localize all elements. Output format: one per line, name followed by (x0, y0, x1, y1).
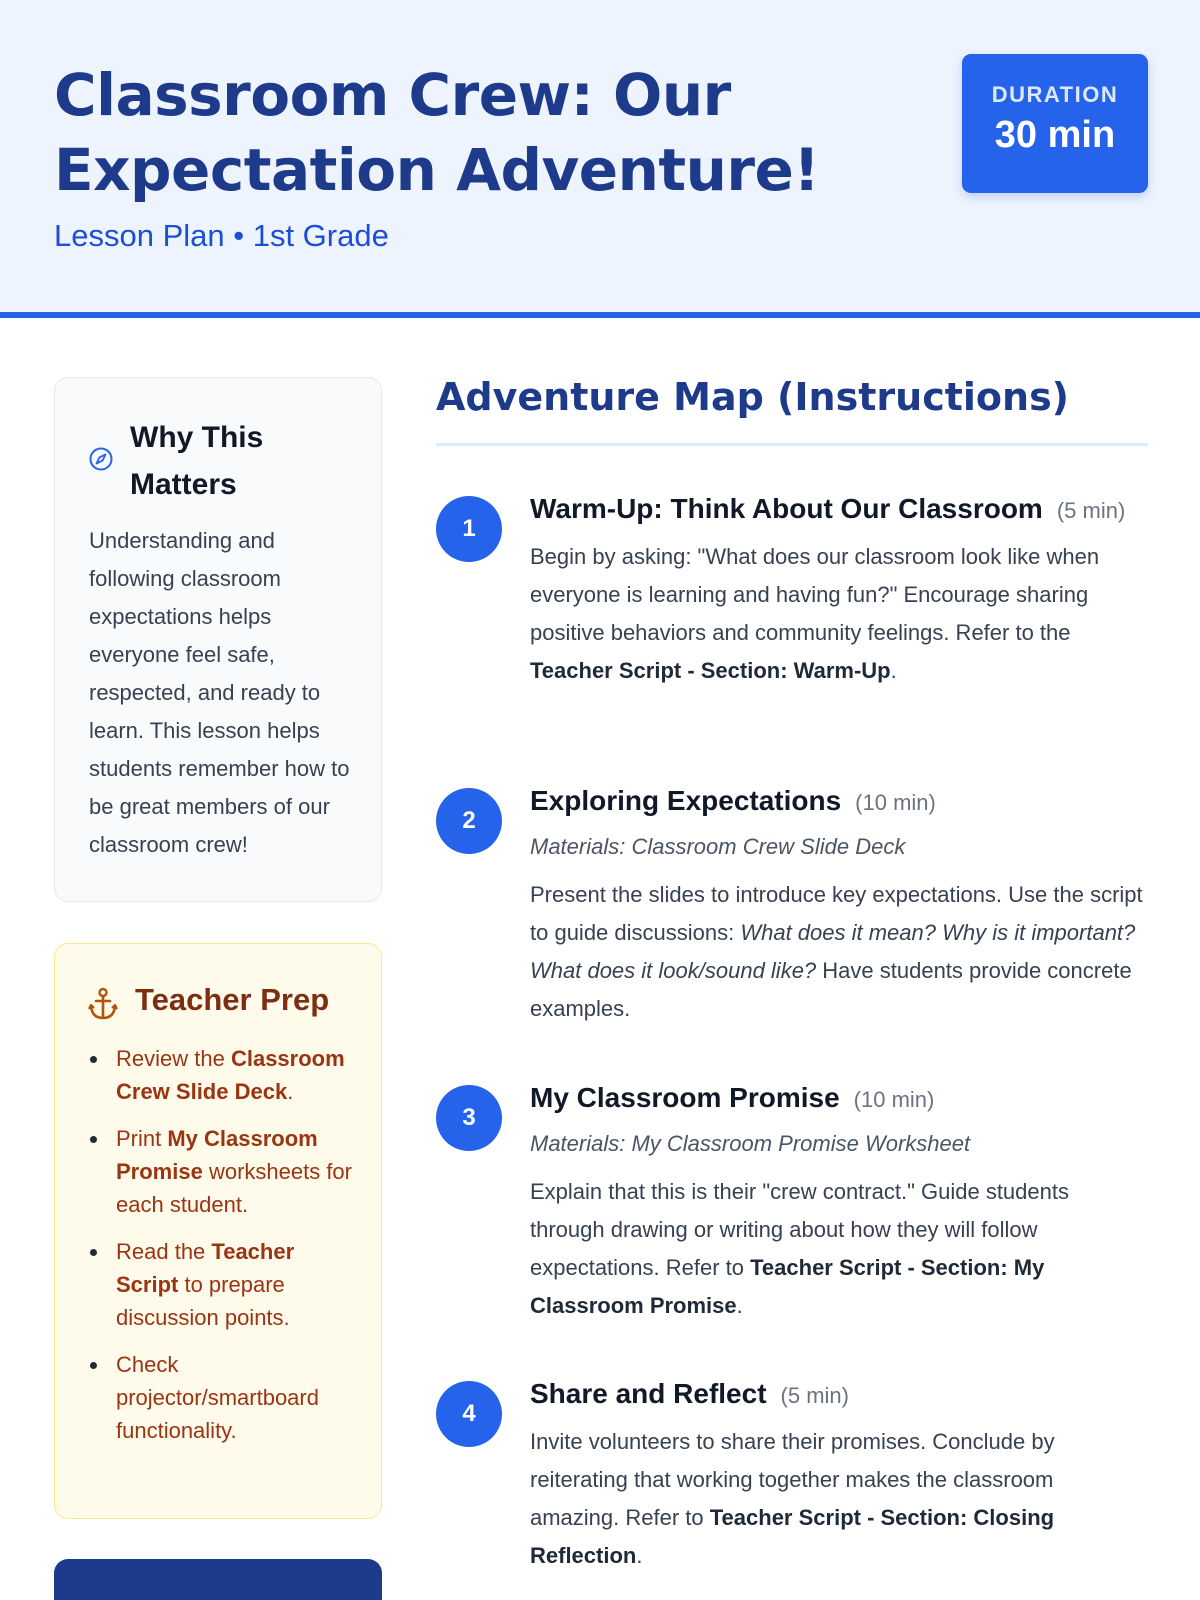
divider (436, 443, 1148, 446)
prep-title: Teacher Prep (135, 982, 330, 1017)
prep-item-bold: Classroom Crew Slide Deck (116, 1046, 345, 1104)
resources-card (54, 1559, 382, 1600)
list-item (89, 1348, 359, 1447)
desc-text: Explain that this is their "crew contract." Guide students through drawing or writing about how they will follow expectations. Refer to (530, 1179, 1069, 1280)
duration-value: 30 min (994, 114, 1116, 156)
page-title: Classroom Crew: Our Expectation Adventure! (54, 61, 820, 204)
step-title: My Classroom Promise (530, 1082, 840, 1113)
prep-item-text: to prepare discussion points. (116, 1272, 290, 1330)
list-item (89, 1042, 359, 1108)
desc-bold: Teacher Script - Section: My Classroom Promise (530, 1255, 1045, 1318)
prep-list (89, 1042, 359, 1461)
desc-text: Have students provide concrete examples. (530, 958, 1132, 1021)
prep-item-bold: My Classroom Promise (116, 1126, 318, 1184)
why-title: Why This Matters (130, 421, 264, 501)
prep-item-text: Print (116, 1126, 168, 1151)
why-text: Understanding and following classroom expectations helps everyone feel safe, respected, and ready to learn. This lesson helps students remember how to be great members of our classroom crew! (89, 528, 350, 857)
step-time: (5 min) (780, 1383, 849, 1408)
desc-bold: Teacher Script - Section: Closing Reflection (530, 1505, 1055, 1568)
step-title: Exploring Expectations (530, 785, 842, 816)
step-description (530, 1423, 1148, 1575)
prep-item-text: . (287, 1079, 294, 1104)
duration-label: DURATION (991, 82, 1119, 107)
page-subtitle: Lesson Plan • 1st Grade (54, 218, 389, 253)
step-time: (5 min) (1056, 498, 1126, 523)
desc-italic: What does it mean? Why is it important? What does it look/sound like? (530, 920, 1136, 983)
step-number: 3 (436, 1085, 502, 1151)
desc-text: Begin by asking: "What does our classroom look like when everyone is learning and having fun?" Encourage sharing positive behaviors and community feelings. Refer to the (530, 544, 1100, 645)
step-title: Share and Reflect (530, 1378, 767, 1409)
step-materials: Materials: My Classroom Promise Worksheet (530, 1131, 971, 1156)
list-item (89, 1122, 359, 1221)
compass-icon (88, 446, 114, 472)
list-item (89, 1235, 359, 1334)
step-time: (10 min) (855, 790, 936, 815)
prep-item-text: Check projector/smartboard functionality. (116, 1352, 319, 1443)
desc-text: . (636, 1543, 643, 1568)
desc-text: Present the slides to introduce key expectations. Use the script to guide discussions: (530, 882, 1143, 945)
step-title: Warm-Up: Think About Our Classroom (530, 493, 1043, 524)
teacher-prep-card (54, 943, 382, 1519)
desc-text: . (890, 658, 897, 683)
step-materials: Materials: Classroom Crew Slide Deck (530, 834, 906, 859)
desc-text: Invite volunteers to share their promises. Conclude by reiterating that working together makes the classroom amazing. Refer to (530, 1429, 1055, 1530)
anchor-icon (88, 987, 118, 1021)
why-this-matters-card (54, 377, 382, 902)
duration-badge (962, 54, 1148, 193)
section-title: Adventure Map (Instructions) (436, 375, 1070, 419)
step-description (530, 876, 1148, 1028)
step-time: (10 min) (853, 1087, 935, 1112)
header (0, 0, 1200, 318)
step-description (530, 1173, 1148, 1325)
prep-item-text: Read the (116, 1239, 212, 1264)
prep-item-text: worksheets for each student. (116, 1159, 352, 1217)
step-number: 4 (436, 1381, 502, 1447)
prep-item-bold: Teacher Script (116, 1239, 295, 1297)
prep-item-text: Review the (116, 1046, 231, 1071)
step-description (530, 538, 1148, 690)
step-number: 1 (436, 496, 502, 562)
desc-text: . (736, 1293, 743, 1318)
step-number: 2 (436, 788, 502, 854)
desc-bold: Teacher Script - Section: Warm-Up (530, 658, 891, 683)
